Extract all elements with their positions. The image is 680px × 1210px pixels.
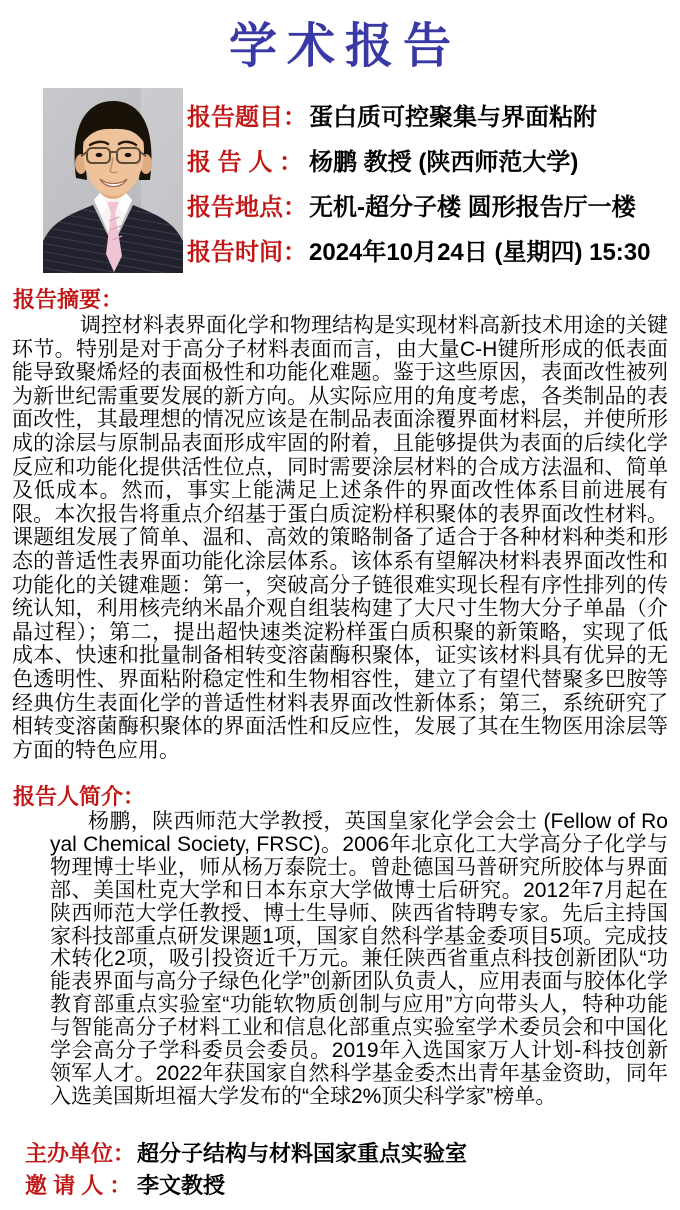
- topic-label: 报告题目：: [187, 104, 307, 131]
- speaker-photo-illustration: [43, 88, 183, 273]
- abstract-heading: 报告摘要：: [13, 287, 124, 312]
- speaker-value: 杨鹏 教授 (陕西师范大学): [309, 149, 579, 176]
- inviter-value: 李文教授: [137, 1172, 226, 1198]
- location-value: 无机-超分子楼 圆形报告厅一楼: [309, 194, 636, 221]
- speaker-label: 报 告 人 ：: [187, 149, 304, 176]
- footer-row-inviter: [25, 1168, 467, 1200]
- bio-body: 杨鹏，陕西师范大学教授，英国皇家化学会会士 (Fellow of Royal Chemical Society, FRSC)。2006年北京化工大学高分子化学与物理博士毕业，师从杨万泰院士。曾赴德国马普研究所胶体与界面部、美国杜克大学和日本东京大学做博士后研究。2012年7月起在陕西师范大学任教授、博士生导师、陕西省特聘专家。先后主持国家科技部重点研发课题1项，国家自然科学基金委项目5项。完成技术转化2项，吸引投资近千万元。兼任陕西省重点科技创新团队“功能表界面与高分子绿色化学”创新团队负责人，应用表面与胶体化学教育部重点实验室“功能软物质创制与应用”方向带头人，特种功能与智能高分子材料工业和信息化部重点实验室学术委员会和中国化学会高分子学科委员会委员。2019年入选国家万人计划-科技创新领军人才。2022年获国家自然科学基金委杰出青年基金资助，同年入选美国斯坦福大学发布的“全球2%顶尖科学家”榜单。: [50, 810, 668, 1108]
- organizer-value: 超分子结构与材料国家重点实验室: [137, 1140, 468, 1166]
- footer-row-organizer: [25, 1136, 467, 1168]
- inviter-label: 邀 请 人 ：: [25, 1172, 132, 1198]
- footer: [25, 1136, 467, 1200]
- info-row-location: [187, 182, 673, 227]
- page-title: 学术报告: [228, 20, 461, 73]
- time-value: 2024年10月24日 (星期四) 15:30: [309, 239, 651, 266]
- info-row-speaker: [187, 137, 673, 182]
- header-info: [187, 92, 673, 272]
- speaker-photo: [43, 88, 183, 273]
- info-row-time: [187, 227, 673, 272]
- location-label: 报告地点：: [187, 194, 307, 221]
- time-label: 报告时间：: [187, 239, 307, 266]
- abstract-body: 调控材料表界面化学和物理结构是实现材料高新技术用途的关键环节。特别是对于高分子材料表面而言，由大量C-H键所形成的低表面能导致聚烯烃的表面极性和功能化难题。鉴于这些原因，表面改性被列为新世纪需重要发展的新方向。从实际应用的角度考虑，各类制品的表面改性，其最理想的情况应该是在制品表面涂覆界面材料层，并使所形成的涂层与原制品表面形成牢固的附着，且能够提供为表面的后续化学反应和功能化提供活性位点，同时需要涂层材料的合成方法温和、简单及低成本。然而，事实上能满足上述条件的界面改性体系目前进展有限。本次报告将重点介绍基于蛋白质淀粉样积聚体的表界面改性材料。课题组发展了简单、温和、高效的策略制备了适合于各种材料种类和形态的普适性表界面功能化涂层体系。该体系有望解决材料表界面改性和功能化的关键难题：第一，突破高分子链很难实现长程有序性排列的传统认知，利用核壳纳米晶介观自组装构建了大尺寸生物大分子单晶（介晶过程）；第二，提出超快速类淀粉样蛋白质积聚的新策略，实现了低成本、快速和批量制备相转变溶菌酶积聚体，证实该材料具有优异的无色透明性、界面粘附稳定性和生物相容性，建立了有望代替聚多巴胺等经典仿生表面化学的普适性材料表界面改性新体系；第三，系统研究了相转变溶菌酶积聚体的界面活性和反应性，发展了其在生物医用涂层等方面的特色应用。: [12, 314, 668, 762]
- info-row-topic: [187, 92, 673, 137]
- topic-value: 蛋白质可控聚集与界面粘附: [309, 104, 597, 131]
- organizer-label: 主办单位：: [25, 1140, 136, 1166]
- bio-heading: 报告人简介：: [13, 784, 146, 809]
